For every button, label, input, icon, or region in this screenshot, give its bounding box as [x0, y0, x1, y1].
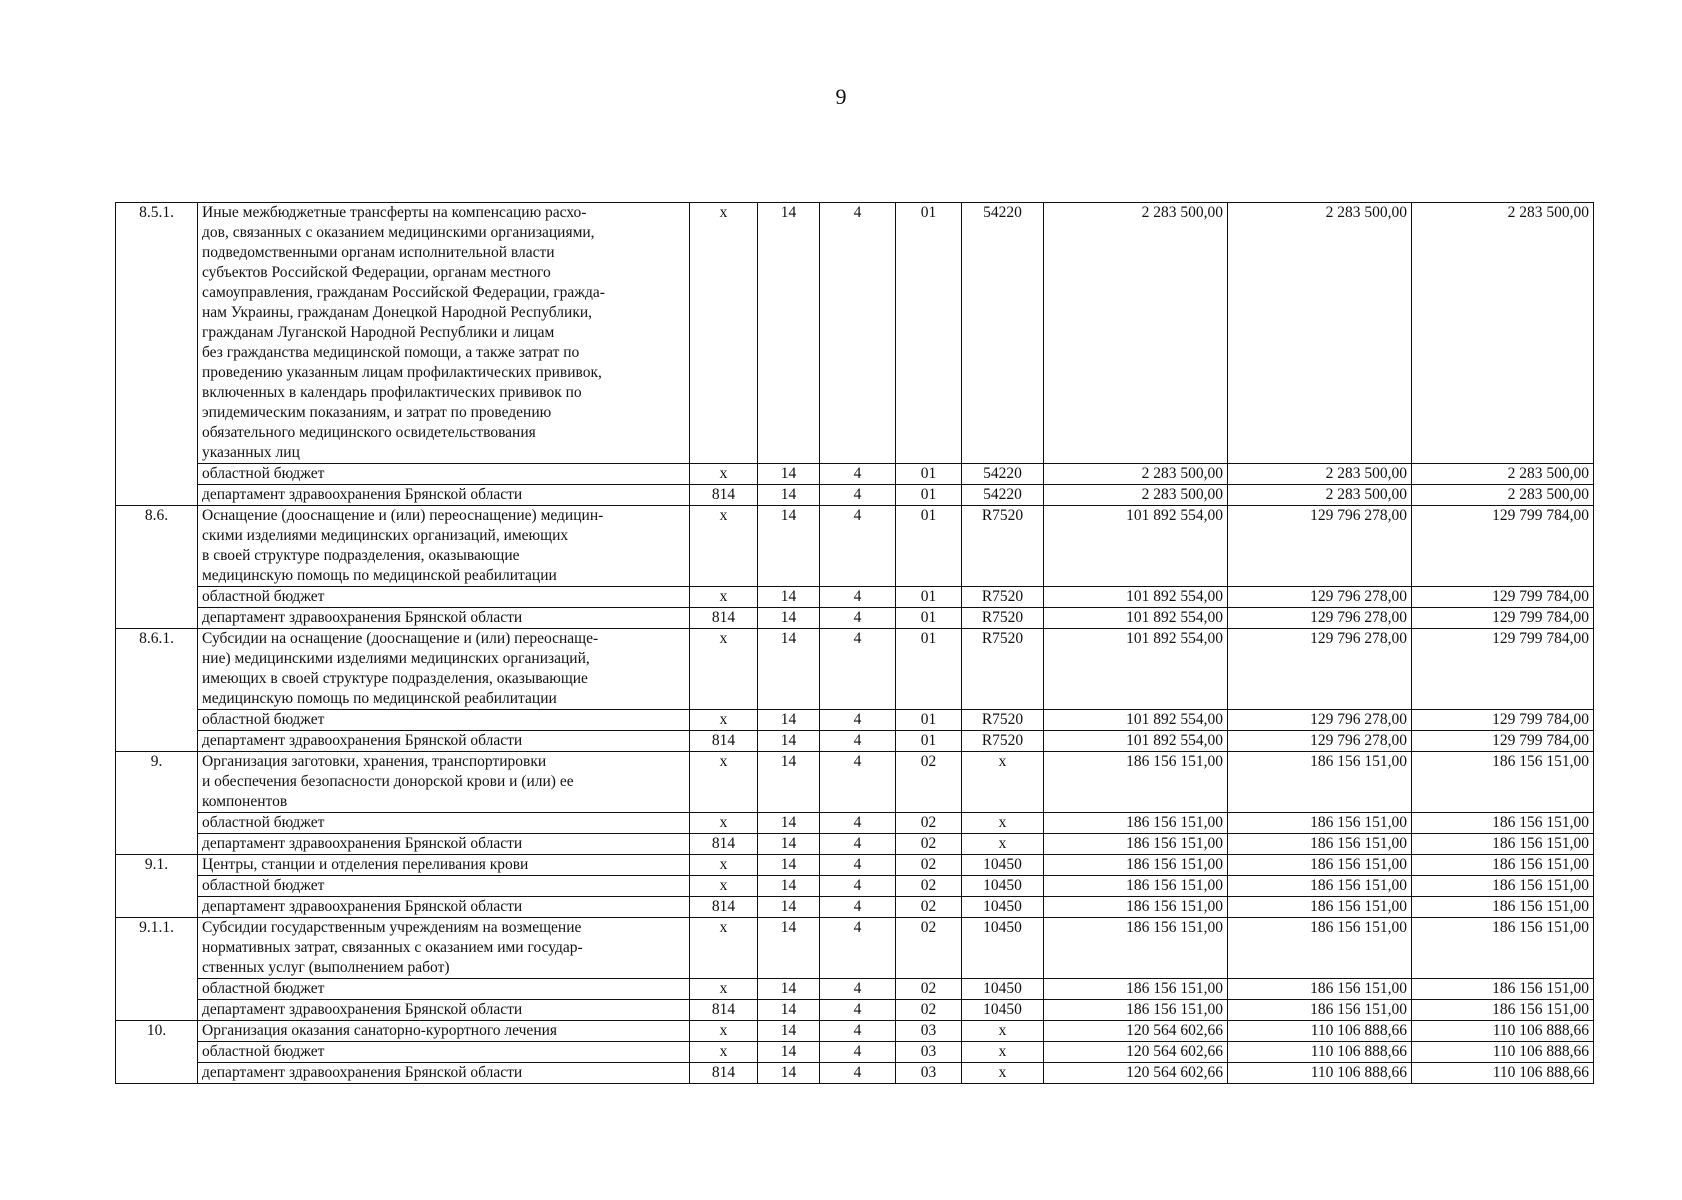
subrow-name: областной бюджет — [198, 710, 690, 731]
subrow-amount-a3: 186 156 151,00 — [1412, 897, 1594, 918]
subrow-code-c1: х — [690, 587, 758, 608]
row-amount-a1: 101 892 554,00 — [1044, 506, 1228, 587]
row-amount-a2: 186 156 151,00 — [1228, 855, 1412, 876]
subrow-code-c1: х — [690, 464, 758, 485]
subrow-code-c2: 14 — [758, 464, 820, 485]
row-number: 8.5.1. — [116, 203, 198, 506]
subrow-amount-a1: 120 564 602,66 — [1044, 1042, 1228, 1063]
subrow-amount-a2: 129 796 278,00 — [1228, 710, 1412, 731]
row-code-c5: 10450 — [962, 918, 1044, 979]
subrow-amount-a1: 101 892 554,00 — [1044, 731, 1228, 752]
subrow-code-c2: 14 — [758, 979, 820, 1000]
subrow-amount-a3: 129 799 784,00 — [1412, 710, 1594, 731]
table-subrow — [116, 834, 1594, 855]
row-amount-a2: 186 156 151,00 — [1228, 918, 1412, 979]
row-number: 9.1. — [116, 855, 198, 918]
row-code-c4: 02 — [896, 752, 962, 813]
subrow-code-c5: 54220 — [962, 464, 1044, 485]
subrow-code-c3: 4 — [820, 1063, 896, 1084]
subrow-name: областной бюджет — [198, 1042, 690, 1063]
table-row — [116, 506, 1594, 587]
subrow-code-c3: 4 — [820, 813, 896, 834]
subrow-amount-a2: 186 156 151,00 — [1228, 834, 1412, 855]
subrow-amount-a1: 120 564 602,66 — [1044, 1063, 1228, 1084]
row-amount-a1: 101 892 554,00 — [1044, 629, 1228, 710]
subrow-amount-a3: 2 283 500,00 — [1412, 485, 1594, 506]
table-subrow — [116, 485, 1594, 506]
subrow-code-c1: 814 — [690, 1063, 758, 1084]
table-subrow — [116, 1000, 1594, 1021]
subrow-amount-a1: 2 283 500,00 — [1044, 485, 1228, 506]
row-code-c3: 4 — [820, 752, 896, 813]
subrow-amount-a2: 186 156 151,00 — [1228, 979, 1412, 1000]
subrow-code-c4: 02 — [896, 876, 962, 897]
subrow-code-c4: 01 — [896, 731, 962, 752]
subrow-code-c5: 10450 — [962, 1000, 1044, 1021]
subrow-code-c3: 4 — [820, 1042, 896, 1063]
subrow-code-c5: 10450 — [962, 897, 1044, 918]
row-amount-a3: 186 156 151,00 — [1412, 918, 1594, 979]
subrow-code-c5: х — [962, 1042, 1044, 1063]
subrow-amount-a2: 129 796 278,00 — [1228, 608, 1412, 629]
subrow-code-c1: 814 — [690, 897, 758, 918]
subrow-code-c4: 03 — [896, 1063, 962, 1084]
subrow-code-c1: х — [690, 1042, 758, 1063]
table-subrow — [116, 731, 1594, 752]
table-subrow — [116, 710, 1594, 731]
row-code-c2: 14 — [758, 918, 820, 979]
subrow-code-c5: х — [962, 1063, 1044, 1084]
subrow-code-c4: 02 — [896, 897, 962, 918]
subrow-name: департамент здравоохранения Брянской области — [198, 608, 690, 629]
row-code-c2: 14 — [758, 203, 820, 464]
subrow-amount-a2: 129 796 278,00 — [1228, 731, 1412, 752]
subrow-amount-a3: 2 283 500,00 — [1412, 464, 1594, 485]
row-code-c1: х — [690, 203, 758, 464]
subrow-code-c2: 14 — [758, 897, 820, 918]
row-code-c2: 14 — [758, 752, 820, 813]
row-code-c3: 4 — [820, 855, 896, 876]
subrow-amount-a3: 186 156 151,00 — [1412, 1000, 1594, 1021]
subrow-code-c4: 02 — [896, 834, 962, 855]
subrow-code-c5: х — [962, 813, 1044, 834]
subrow-code-c1: х — [690, 813, 758, 834]
row-amount-a3: 186 156 151,00 — [1412, 752, 1594, 813]
subrow-code-c4: 01 — [896, 587, 962, 608]
subrow-amount-a1: 186 156 151,00 — [1044, 876, 1228, 897]
subrow-amount-a1: 186 156 151,00 — [1044, 979, 1228, 1000]
subrow-amount-a2: 186 156 151,00 — [1228, 897, 1412, 918]
row-code-c5: R7520 — [962, 506, 1044, 587]
subrow-code-c1: 814 — [690, 731, 758, 752]
subrow-code-c3: 4 — [820, 485, 896, 506]
subrow-code-c4: 01 — [896, 485, 962, 506]
row-name: Оснащение (дооснащение и (или) переоснащение) медицин- скими изделиями медицинских организаций, имеющих в своей структуре подразделения, оказывающие медицинскую помощь по медицинской реабилитации — [198, 506, 690, 587]
row-code-c5: 54220 — [962, 203, 1044, 464]
row-amount-a3: 2 283 500,00 — [1412, 203, 1594, 464]
subrow-name: областной бюджет — [198, 813, 690, 834]
row-number: 9. — [116, 752, 198, 855]
row-code-c3: 4 — [820, 1021, 896, 1042]
row-code-c2: 14 — [758, 506, 820, 587]
table-row — [116, 752, 1594, 813]
subrow-name: департамент здравоохранения Брянской области — [198, 731, 690, 752]
subrow-amount-a3: 129 799 784,00 — [1412, 731, 1594, 752]
row-code-c3: 4 — [820, 506, 896, 587]
subrow-name: областной бюджет — [198, 979, 690, 1000]
row-amount-a2: 186 156 151,00 — [1228, 752, 1412, 813]
subrow-amount-a1: 186 156 151,00 — [1044, 834, 1228, 855]
subrow-amount-a3: 186 156 151,00 — [1412, 979, 1594, 1000]
subrow-code-c4: 03 — [896, 1042, 962, 1063]
subrow-amount-a2: 186 156 151,00 — [1228, 876, 1412, 897]
subrow-amount-a2: 2 283 500,00 — [1228, 464, 1412, 485]
subrow-amount-a1: 186 156 151,00 — [1044, 813, 1228, 834]
table-subrow — [116, 876, 1594, 897]
subrow-code-c5: R7520 — [962, 710, 1044, 731]
subrow-code-c3: 4 — [820, 834, 896, 855]
subrow-amount-a2: 2 283 500,00 — [1228, 485, 1412, 506]
subrow-code-c4: 01 — [896, 710, 962, 731]
row-code-c4: 03 — [896, 1021, 962, 1042]
subrow-amount-a3: 186 156 151,00 — [1412, 876, 1594, 897]
subrow-code-c2: 14 — [758, 834, 820, 855]
subrow-code-c4: 02 — [896, 1000, 962, 1021]
row-code-c5: х — [962, 1021, 1044, 1042]
subrow-code-c3: 4 — [820, 464, 896, 485]
subrow-name: департамент здравоохранения Брянской области — [198, 1000, 690, 1021]
row-name: Организация оказания санаторно-курортного лечения — [198, 1021, 690, 1042]
row-amount-a2: 129 796 278,00 — [1228, 629, 1412, 710]
subrow-code-c3: 4 — [820, 979, 896, 1000]
subrow-amount-a3: 129 799 784,00 — [1412, 608, 1594, 629]
subrow-amount-a1: 186 156 151,00 — [1044, 897, 1228, 918]
subrow-code-c5: R7520 — [962, 608, 1044, 629]
subrow-code-c5: 10450 — [962, 876, 1044, 897]
row-code-c3: 4 — [820, 918, 896, 979]
subrow-code-c5: R7520 — [962, 731, 1044, 752]
row-code-c2: 14 — [758, 1021, 820, 1042]
subrow-code-c5: R7520 — [962, 587, 1044, 608]
subrow-code-c3: 4 — [820, 731, 896, 752]
subrow-code-c2: 14 — [758, 485, 820, 506]
subrow-code-c2: 14 — [758, 731, 820, 752]
row-code-c4: 01 — [896, 203, 962, 464]
subrow-code-c1: 814 — [690, 608, 758, 629]
subrow-name: департамент здравоохранения Брянской области — [198, 897, 690, 918]
row-amount-a1: 186 156 151,00 — [1044, 918, 1228, 979]
subrow-amount-a3: 186 156 151,00 — [1412, 834, 1594, 855]
row-code-c1: х — [690, 752, 758, 813]
row-amount-a2: 2 283 500,00 — [1228, 203, 1412, 464]
subrow-code-c2: 14 — [758, 1000, 820, 1021]
row-code-c1: х — [690, 1021, 758, 1042]
row-amount-a3: 129 799 784,00 — [1412, 629, 1594, 710]
subrow-code-c1: х — [690, 979, 758, 1000]
subrow-amount-a3: 110 106 888,66 — [1412, 1063, 1594, 1084]
subrow-amount-a3: 110 106 888,66 — [1412, 1042, 1594, 1063]
row-amount-a3: 186 156 151,00 — [1412, 855, 1594, 876]
subrow-code-c1: 814 — [690, 834, 758, 855]
row-code-c1: х — [690, 855, 758, 876]
subrow-amount-a2: 110 106 888,66 — [1228, 1042, 1412, 1063]
row-name: Субсидии на оснащение (дооснащение и (или) переоснаще- ние) медицинскими изделиями медицинских организаций, имеющих в своей структуре подразделения, оказывающие медицинскую помощь по медицинской реабилитации — [198, 629, 690, 710]
table-row — [116, 629, 1594, 710]
row-amount-a3: 129 799 784,00 — [1412, 506, 1594, 587]
subrow-code-c1: х — [690, 710, 758, 731]
subrow-code-c3: 4 — [820, 876, 896, 897]
subrow-code-c2: 14 — [758, 813, 820, 834]
row-code-c3: 4 — [820, 629, 896, 710]
subrow-amount-a1: 101 892 554,00 — [1044, 608, 1228, 629]
row-number: 8.6.1. — [116, 629, 198, 752]
subrow-amount-a1: 101 892 554,00 — [1044, 587, 1228, 608]
row-code-c1: х — [690, 506, 758, 587]
row-name: Иные межбюджетные трансферты на компенсацию расхо- дов, связанных с оказанием медицинскими организациями, подведомственными органам исполнительной власти субъектов Российской Федерации, органам местного самоуправления, гражданам Российской Федерации, гражда- нам Украины, гражданам Донецкой Народной Республики, гражданам Луганской Народной Республики и лицам без гражданства медицинской помощи, а также затрат по проведению указанным лицам профилактических прививок, включенных в календарь профилактических прививок по эпидемическим показаниям, и затрат по проведению обязательного медицинского освидетельствования указанных лиц — [198, 203, 690, 464]
row-name: Центры, станции и отделения переливания крови — [198, 855, 690, 876]
row-name: Субсидии государственным учреждениям на возмещение нормативных затрат, связанных с оказанием ими государ- ственных услуг (выполнением работ) — [198, 918, 690, 979]
table-row — [116, 918, 1594, 979]
table-row — [116, 855, 1594, 876]
budget-table — [115, 202, 1594, 1084]
row-amount-a1: 186 156 151,00 — [1044, 855, 1228, 876]
row-code-c5: 10450 — [962, 855, 1044, 876]
row-code-c2: 14 — [758, 855, 820, 876]
subrow-code-c4: 01 — [896, 464, 962, 485]
subrow-code-c2: 14 — [758, 1063, 820, 1084]
subrow-amount-a2: 186 156 151,00 — [1228, 1000, 1412, 1021]
row-amount-a1: 2 283 500,00 — [1044, 203, 1228, 464]
subrow-amount-a2: 186 156 151,00 — [1228, 813, 1412, 834]
table-subrow — [116, 587, 1594, 608]
row-code-c4: 02 — [896, 855, 962, 876]
row-amount-a1: 120 564 602,66 — [1044, 1021, 1228, 1042]
table-row — [116, 1021, 1594, 1042]
subrow-code-c5: х — [962, 834, 1044, 855]
subrow-amount-a1: 101 892 554,00 — [1044, 710, 1228, 731]
subrow-amount-a3: 129 799 784,00 — [1412, 587, 1594, 608]
row-code-c4: 01 — [896, 629, 962, 710]
row-code-c1: х — [690, 629, 758, 710]
table-subrow — [116, 608, 1594, 629]
subrow-code-c5: 54220 — [962, 485, 1044, 506]
subrow-code-c3: 4 — [820, 1000, 896, 1021]
table-row — [116, 203, 1594, 464]
subrow-code-c1: 814 — [690, 485, 758, 506]
row-amount-a2: 110 106 888,66 — [1228, 1021, 1412, 1042]
row-code-c4: 02 — [896, 918, 962, 979]
table-subrow — [116, 979, 1594, 1000]
row-amount-a1: 186 156 151,00 — [1044, 752, 1228, 813]
subrow-code-c2: 14 — [758, 710, 820, 731]
subrow-code-c1: х — [690, 876, 758, 897]
table-subrow — [116, 813, 1594, 834]
subrow-name: областной бюджет — [198, 587, 690, 608]
subrow-code-c3: 4 — [820, 587, 896, 608]
page-number: 9 — [835, 84, 847, 109]
table-subrow — [116, 897, 1594, 918]
row-name: Организация заготовки, хранения, транспортировки и обеспечения безопасности донорской крови и (или) ее компонентов — [198, 752, 690, 813]
row-number: 10. — [116, 1021, 198, 1084]
subrow-code-c3: 4 — [820, 897, 896, 918]
subrow-amount-a1: 2 283 500,00 — [1044, 464, 1228, 485]
row-code-c5: х — [962, 752, 1044, 813]
row-code-c5: R7520 — [962, 629, 1044, 710]
subrow-name: департамент здравоохранения Брянской области — [198, 485, 690, 506]
subrow-amount-a2: 129 796 278,00 — [1228, 587, 1412, 608]
table-subrow — [116, 1063, 1594, 1084]
subrow-code-c3: 4 — [820, 608, 896, 629]
row-amount-a3: 110 106 888,66 — [1412, 1021, 1594, 1042]
subrow-code-c2: 14 — [758, 1042, 820, 1063]
subrow-code-c4: 01 — [896, 608, 962, 629]
subrow-name: областной бюджет — [198, 464, 690, 485]
subrow-name: департамент здравоохранения Брянской области — [198, 1063, 690, 1084]
subrow-code-c5: 10450 — [962, 979, 1044, 1000]
subrow-amount-a1: 186 156 151,00 — [1044, 1000, 1228, 1021]
table-subrow — [116, 1042, 1594, 1063]
row-amount-a2: 129 796 278,00 — [1228, 506, 1412, 587]
subrow-code-c4: 02 — [896, 979, 962, 1000]
subrow-code-c2: 14 — [758, 876, 820, 897]
row-code-c1: х — [690, 918, 758, 979]
row-code-c2: 14 — [758, 629, 820, 710]
subrow-amount-a3: 186 156 151,00 — [1412, 813, 1594, 834]
subrow-code-c4: 02 — [896, 813, 962, 834]
subrow-name: областной бюджет — [198, 876, 690, 897]
subrow-amount-a2: 110 106 888,66 — [1228, 1063, 1412, 1084]
subrow-code-c2: 14 — [758, 608, 820, 629]
row-number: 8.6. — [116, 506, 198, 629]
row-code-c3: 4 — [820, 203, 896, 464]
subrow-name: департамент здравоохранения Брянской области — [198, 834, 690, 855]
row-code-c4: 01 — [896, 506, 962, 587]
subrow-code-c2: 14 — [758, 587, 820, 608]
subrow-code-c1: 814 — [690, 1000, 758, 1021]
subrow-code-c3: 4 — [820, 710, 896, 731]
row-number: 9.1.1. — [116, 918, 198, 1021]
table-body — [116, 203, 1594, 1084]
table-subrow — [116, 464, 1594, 485]
